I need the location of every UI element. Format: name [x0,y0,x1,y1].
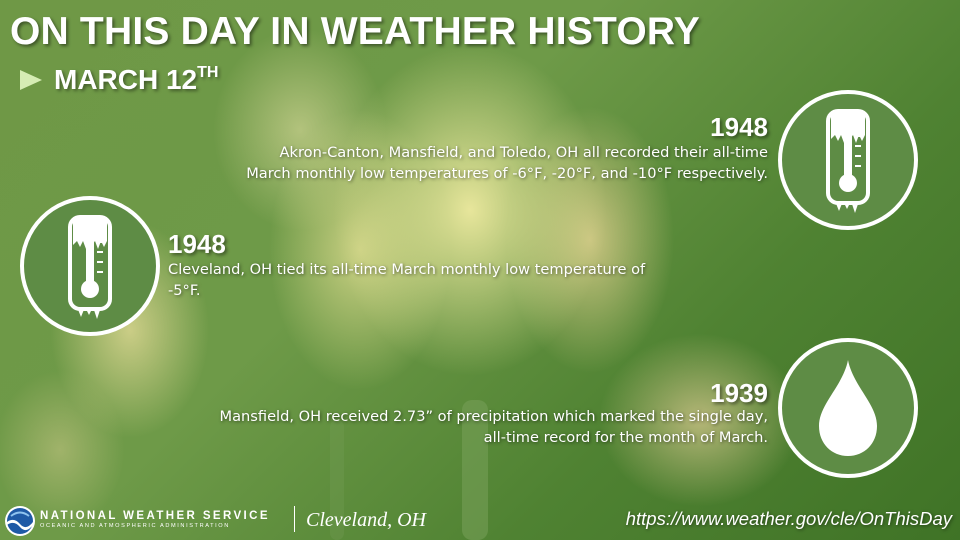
agency-subtitle: OCEANIC AND ATMOSPHERIC ADMINISTRATION [40,523,230,529]
event-3-description [68,406,768,448]
date-suffix: TH [197,64,219,81]
event-2-line-2: -5°F. [168,282,201,299]
nws-wordmark [40,510,270,529]
event-3-year: 1939 [710,378,768,408]
noaa-logo-icon [4,505,36,540]
date-main: MARCH 12 [54,64,198,95]
event-2-description [168,259,788,301]
office-name: Cleveland, OH [306,509,426,531]
event-3-line-2: all-time record for the month of March. [483,429,768,446]
event-2-line-1: Cleveland, OH tied its all-time March monthly low temperature of [168,261,646,278]
event-1-icon-circle [778,90,918,230]
footer-url-link[interactable]: https://www.weather.gov/cle/OnThisDay [625,508,952,529]
event-1-line-2: March monthly low temperatures of -6°F, -20°F, and -10°F respectively. [246,165,768,182]
event-1-line-1: Akron-Canton, Mansfield, and Toledo, OH all recorded their all-time [279,144,768,161]
frozen-thermometer-icon [813,105,883,215]
event-3-icon-circle [778,338,918,478]
agency-name: NATIONAL WEATHER SERVICE [40,510,270,522]
event-1-description [128,142,768,184]
play-arrow-icon [20,70,42,90]
page-title: ON THIS DAY IN WEATHER HISTORY [10,10,701,53]
event-1-year: 1948 [710,112,768,142]
event-3-line-1: Mansfield, OH received 2.73” of precipitation which marked the single day, [219,408,768,425]
event-2-year: 1948 [168,229,226,259]
raindrop-icon [813,358,883,458]
date-row [20,64,218,96]
footer-divider [294,506,295,532]
event-2-icon-circle [20,196,160,336]
date-label [54,64,218,96]
frozen-thermometer-icon [55,211,125,321]
